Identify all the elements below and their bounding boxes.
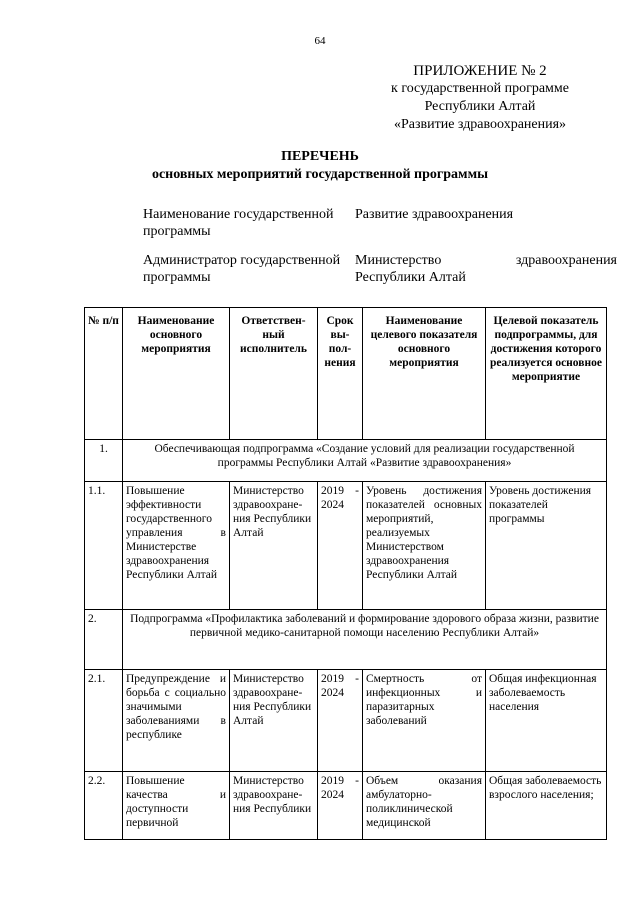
- header-term: Срок вы-пол-нения: [318, 308, 363, 440]
- row-indicator: Смертность от инфекционных и паразитарных заболеваний: [363, 670, 486, 772]
- row-measure-name: Предупреждение и борьба с социально значимыми заболеваниями в республике: [123, 670, 230, 772]
- header-num: № п/п: [85, 308, 123, 440]
- row-measure-name: Повышение качества и доступности первичной: [123, 772, 230, 840]
- appendix-line-2: Республики Алтай: [424, 99, 536, 114]
- table-row: [85, 440, 607, 482]
- row-num: 1.: [85, 440, 123, 482]
- document-title: [0, 148, 640, 184]
- row-term: 2019 - 2024: [318, 772, 363, 840]
- row-indicator: Уровень достижения показателей основных мероприятий, реализуемых Министерством здравоохранения Республики Алтай: [363, 482, 486, 610]
- page-number: 64: [314, 35, 326, 47]
- row-num: 2.2.: [85, 772, 123, 840]
- table-row: [85, 610, 607, 670]
- program-admin-value-line-2: Республики Алтай: [355, 270, 466, 285]
- row-num: 2.1.: [85, 670, 123, 772]
- appendix-title: ПРИЛОЖЕНИЕ № 2: [413, 63, 547, 79]
- section-title: Обеспечивающая подпрограмма «Создание условий для реализации государственной программы Республики Алтай «Развитие здравоохранения»: [123, 440, 607, 482]
- row-num: 2.: [85, 610, 123, 670]
- appendix-block: [360, 62, 600, 134]
- program-name-label: Наименование государственной программы: [143, 207, 334, 239]
- document-title-line-1: ПЕРЕЧЕНЬ: [281, 149, 359, 164]
- row-target: Общая инфекционная заболеваемость населения: [486, 670, 607, 772]
- table-row: [85, 482, 607, 610]
- row-term: 2019 - 2024: [318, 482, 363, 610]
- measures-table: [84, 307, 607, 840]
- row-executor: Министерство здравоохране-ния Республики Алтай: [230, 670, 318, 772]
- table-row: [85, 772, 607, 840]
- header-target: Целевой показатель подпрограммы, для достижения которого реализуется основное мероприятие: [486, 308, 607, 440]
- row-executor: Министерство здравоохране-ния Республики: [230, 772, 318, 840]
- table-row: [85, 670, 607, 772]
- section-title: Подпрограмма «Профилактика заболеваний и формирование здорового образа жизни, развитие первичной медико-санитарной помощи населению Республики Алтай»: [123, 610, 607, 670]
- program-name-row: [143, 206, 613, 242]
- document-title-line-2: основных мероприятий государственной программы: [151, 167, 489, 182]
- row-executor: Министерство здравоохране-ния Республики Алтай: [230, 482, 318, 610]
- row-measure-name: Повышение эффективности государственного управления в Министерстве здравоохранения Республики Алтай: [123, 482, 230, 610]
- row-target: Уровень достижения показателей программы: [486, 482, 607, 610]
- header-executor: Ответствен-ный исполнитель: [230, 308, 318, 440]
- appendix-line-1: к государственной программе: [391, 81, 569, 96]
- row-indicator: Объем оказания амбулаторно-поликлинической медицинской: [363, 772, 486, 840]
- program-admin-value: [355, 252, 617, 286]
- program-admin-value-word-2: здравоохранения: [515, 253, 617, 268]
- appendix-line-3: «Развитие здравоохранения»: [393, 117, 567, 132]
- row-target: Общая заболеваемость взрослого населения;: [486, 772, 607, 840]
- header-indicator: Наименование целевого показателя основного мероприятия: [363, 308, 486, 440]
- program-admin-value-word-1: Министерство: [355, 253, 442, 268]
- program-admin-row: [143, 252, 617, 288]
- row-term: 2019 - 2024: [318, 670, 363, 772]
- table-header-row: [85, 308, 607, 440]
- program-admin-label: Администратор государственной программы: [143, 253, 341, 285]
- header-name: Наименование основного мероприятия: [123, 308, 230, 440]
- program-name-value: Развитие здравоохранения: [355, 207, 514, 222]
- row-num: 1.1.: [85, 482, 123, 610]
